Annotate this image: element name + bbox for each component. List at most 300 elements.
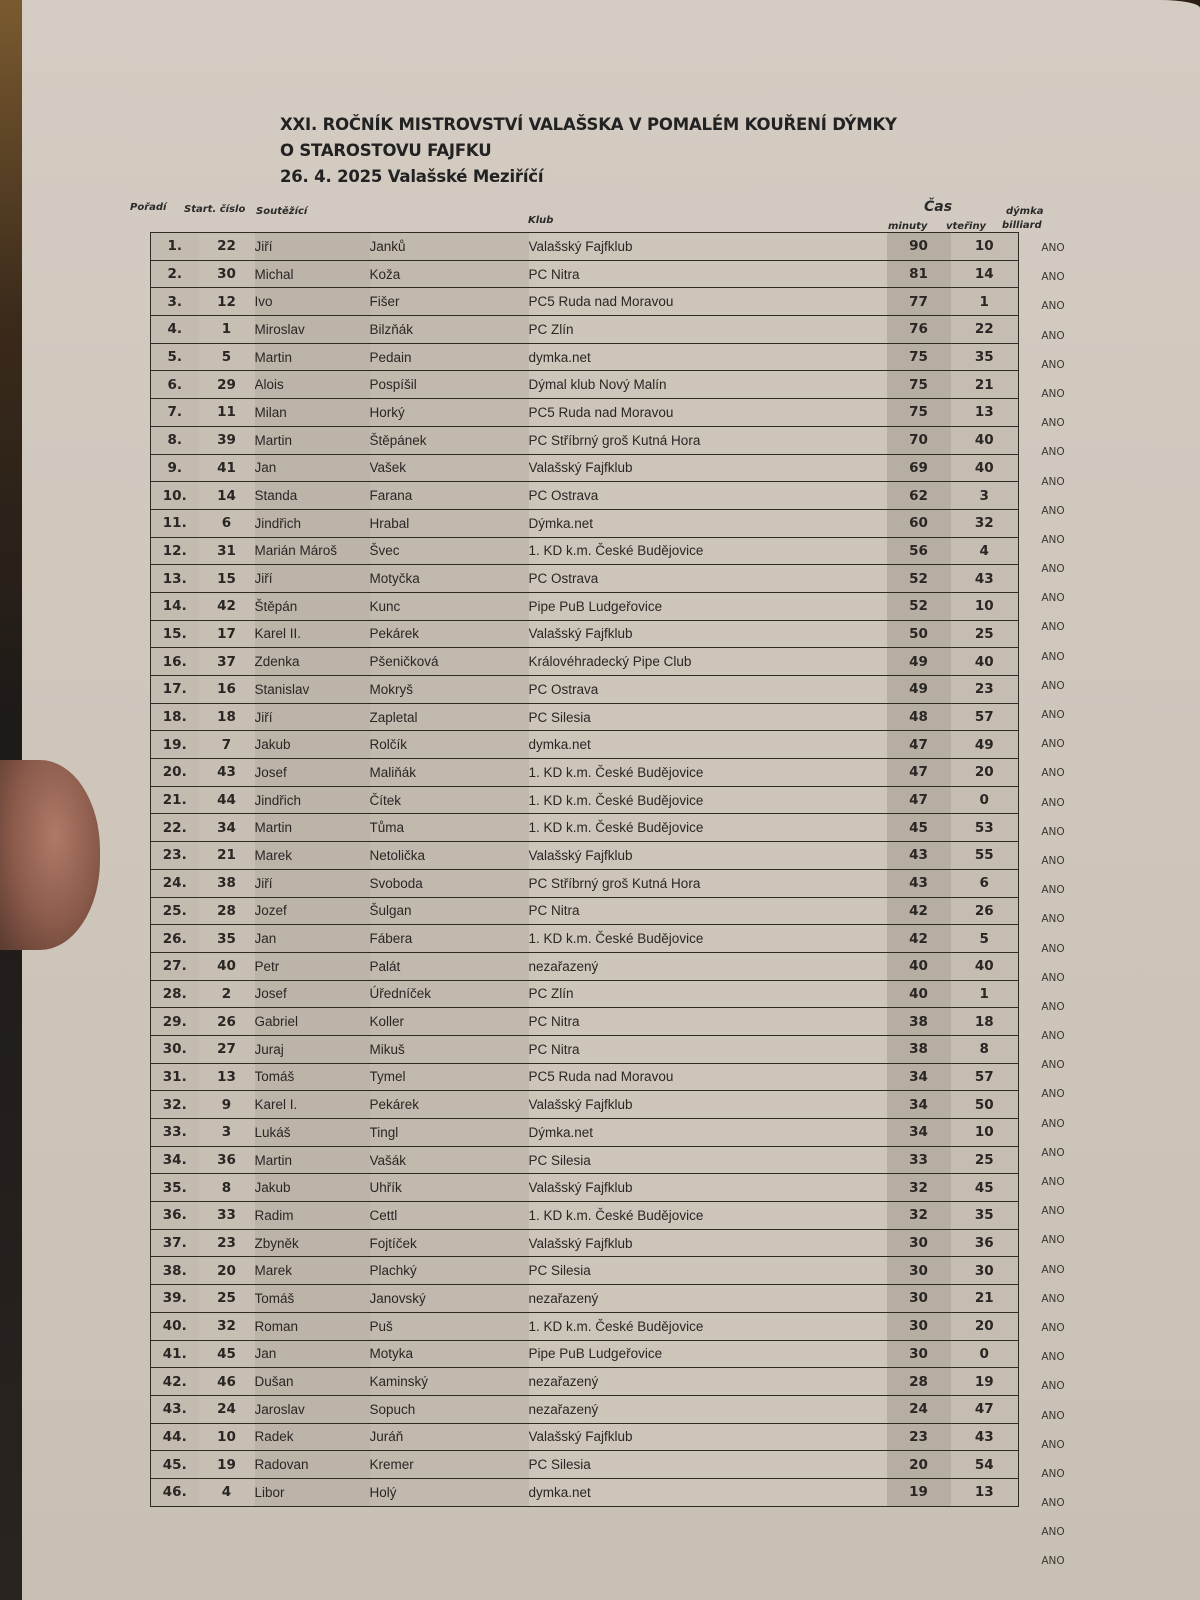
billiard-cell: ANO: [1041, 592, 1065, 605]
rank-cell: 34.: [151, 1146, 199, 1174]
start-number-cell: 18: [199, 703, 255, 731]
table-row: [151, 703, 1019, 731]
seconds-cell: 5: [951, 925, 1019, 953]
last-name-cell: Koža: [370, 260, 529, 288]
club-cell: PC Nitra: [529, 897, 887, 925]
minutes-cell: 34: [887, 1119, 951, 1147]
start-number-cell: 11: [199, 399, 255, 427]
minutes-cell: 32: [887, 1174, 951, 1202]
minutes-cell: 77: [887, 288, 951, 316]
last-name-cell: Fojtíček: [370, 1229, 529, 1257]
last-name-cell: Motyka: [370, 1340, 529, 1368]
seconds-cell: 18: [951, 1008, 1019, 1036]
first-name-cell: Jiří: [255, 869, 370, 897]
minutes-cell: 38: [887, 1035, 951, 1063]
billiard-cell: ANO: [1041, 563, 1065, 576]
minutes-cell: 19: [887, 1478, 951, 1506]
club-cell: PC5 Ruda nad Moravou: [529, 1063, 887, 1091]
last-name-cell: Maliňák: [370, 759, 529, 787]
club-cell: Pipe PuB Ludgeřovice: [529, 1340, 887, 1368]
billiard-cell: ANO: [1041, 884, 1065, 897]
first-name-cell: Jakub: [255, 731, 370, 759]
minutes-cell: 42: [887, 925, 951, 953]
start-number-cell: 30: [199, 260, 255, 288]
start-number-cell: 9: [199, 1091, 255, 1119]
table-row: [151, 842, 1019, 870]
table-row: [151, 1340, 1019, 1368]
seconds-cell: 55: [951, 842, 1019, 870]
billiard-cell: ANO: [1041, 1526, 1065, 1539]
rank-cell: 19.: [151, 731, 199, 759]
minutes-cell: 33: [887, 1146, 951, 1174]
seconds-cell: 10: [951, 592, 1019, 620]
last-name-cell: Fábera: [370, 925, 529, 953]
billiard-cell: ANO: [1041, 709, 1065, 721]
first-name-cell: Milan: [255, 399, 370, 427]
minutes-cell: 40: [887, 952, 951, 980]
table-row: [151, 537, 1019, 565]
minutes-cell: 34: [887, 1091, 951, 1119]
last-name-cell: Vašák: [370, 1146, 529, 1174]
minutes-cell: 50: [887, 620, 951, 648]
first-name-cell: Radovan: [255, 1451, 370, 1479]
table-row: [151, 260, 1019, 288]
minutes-cell: 30: [887, 1285, 951, 1313]
billiard-cell: ANO: [1041, 1234, 1065, 1247]
table-row: [151, 482, 1019, 510]
minutes-cell: 24: [887, 1395, 951, 1423]
seconds-cell: 1: [951, 288, 1019, 316]
last-name-cell: Tingl: [370, 1119, 529, 1147]
first-name-cell: Martin: [255, 426, 370, 454]
first-name-cell: Miroslav: [255, 316, 370, 344]
start-number-cell: 41: [199, 454, 255, 482]
last-name-cell: Pekárek: [370, 620, 529, 648]
table-row: [151, 759, 1019, 787]
last-name-cell: Tymel: [370, 1063, 529, 1091]
start-number-cell: 8: [199, 1174, 255, 1202]
billiard-cell: ANO: [1041, 1000, 1065, 1013]
first-name-cell: Tomáš: [255, 1063, 370, 1091]
table-row: [151, 676, 1019, 704]
rank-cell: 9.: [151, 454, 199, 482]
club-cell: 1. KD k.m. České Budějovice: [529, 814, 887, 842]
billiard-cell: ANO: [1041, 504, 1065, 517]
club-cell: Dýmka.net: [529, 509, 887, 537]
last-name-cell: Netolička: [370, 842, 529, 870]
table-row: [151, 1395, 1019, 1423]
club-cell: PC Ostrava: [529, 482, 887, 510]
start-number-cell: 24: [199, 1395, 255, 1423]
rank-cell: 26.: [151, 925, 199, 953]
last-name-cell: Juráň: [370, 1423, 529, 1451]
rank-cell: 40.: [151, 1312, 199, 1340]
billiard-cell: ANO: [1041, 1438, 1065, 1451]
seconds-cell: 35: [951, 1202, 1019, 1230]
minutes-cell: 62: [887, 482, 951, 510]
start-number-cell: 15: [199, 565, 255, 593]
billiard-cell: ANO: [1041, 358, 1065, 371]
seconds-cell: 26: [951, 897, 1019, 925]
minutes-cell: 30: [887, 1312, 951, 1340]
start-number-cell: 29: [199, 371, 255, 399]
minutes-cell: 30: [887, 1257, 951, 1285]
last-name-cell: Úředníček: [370, 980, 529, 1008]
table-row: [151, 731, 1019, 759]
start-number-cell: 6: [199, 509, 255, 537]
rank-cell: 18.: [151, 703, 199, 731]
billiard-cell: ANO: [1041, 1263, 1065, 1276]
last-name-cell: Šulgan: [370, 897, 529, 925]
club-cell: Valašský Fajfklub: [529, 1423, 887, 1451]
first-name-cell: Jiří: [255, 233, 370, 261]
rank-cell: 21.: [151, 786, 199, 814]
first-name-cell: Jindřich: [255, 786, 370, 814]
last-name-cell: Janovský: [370, 1285, 529, 1313]
billiard-cell: ANO: [1041, 1059, 1065, 1072]
club-cell: Valašský Fajfklub: [529, 233, 887, 261]
seconds-cell: 10: [951, 233, 1019, 261]
seconds-cell: 1: [951, 980, 1019, 1008]
start-number-cell: 19: [199, 1451, 255, 1479]
club-cell: nezařazený: [529, 1368, 887, 1396]
header-start-number: Start. číslo: [184, 204, 246, 215]
minutes-cell: 48: [887, 703, 951, 731]
minutes-cell: 47: [887, 731, 951, 759]
club-cell: 1. KD k.m. České Budějovice: [529, 925, 887, 953]
last-name-cell: Fišer: [370, 288, 529, 316]
billiard-cell: ANO: [1041, 854, 1065, 867]
last-name-cell: Kremer: [370, 1451, 529, 1479]
seconds-cell: 23: [951, 676, 1019, 704]
billiard-cell: ANO: [1041, 1117, 1065, 1130]
club-cell: Pipe PuB Ludgeřovice: [529, 592, 887, 620]
billiard-cell: ANO: [1041, 242, 1065, 254]
first-name-cell: Karel I.: [255, 1091, 370, 1119]
last-name-cell: Hrabal: [370, 509, 529, 537]
rank-cell: 33.: [151, 1119, 199, 1147]
start-number-cell: 10: [199, 1423, 255, 1451]
last-name-cell: Štěpánek: [370, 426, 529, 454]
rank-cell: 4.: [151, 316, 199, 344]
last-name-cell: Horký: [370, 399, 529, 427]
billiard-cell: ANO: [1041, 1467, 1065, 1480]
seconds-cell: 13: [951, 399, 1019, 427]
last-name-cell: Uhřík: [370, 1174, 529, 1202]
billiard-cell: ANO: [1041, 1205, 1065, 1218]
rank-cell: 14.: [151, 592, 199, 620]
billiard-cell: ANO: [1041, 475, 1065, 488]
club-cell: Valašský Fajfklub: [529, 1229, 887, 1257]
rank-cell: 2.: [151, 260, 199, 288]
table-row: [151, 233, 1019, 261]
billiard-cell: ANO: [1041, 796, 1065, 809]
start-number-cell: 31: [199, 537, 255, 565]
club-cell: nezařazený: [529, 1395, 887, 1423]
rank-cell: 46.: [151, 1478, 199, 1506]
minutes-cell: 47: [887, 786, 951, 814]
last-name-cell: Holý: [370, 1478, 529, 1506]
seconds-cell: 40: [951, 426, 1019, 454]
first-name-cell: Marek: [255, 842, 370, 870]
seconds-cell: 20: [951, 1312, 1019, 1340]
header-rank: Pořadí: [130, 202, 167, 213]
table-row: [151, 620, 1019, 648]
first-name-cell: Dušan: [255, 1368, 370, 1396]
table-row: [151, 1312, 1019, 1340]
seconds-cell: 40: [951, 952, 1019, 980]
billiard-cell: ANO: [1041, 271, 1065, 284]
first-name-cell: Jan: [255, 1340, 370, 1368]
club-cell: PC Silesia: [529, 1146, 887, 1174]
last-name-cell: Motyčka: [370, 565, 529, 593]
header-billiard-line1: dýmka: [1006, 206, 1044, 217]
rank-cell: 16.: [151, 648, 199, 676]
seconds-cell: 8: [951, 1035, 1019, 1063]
billiard-cell: ANO: [1041, 446, 1065, 459]
club-cell: PC5 Ruda nad Moravou: [529, 399, 887, 427]
first-name-cell: Tomáš: [255, 1285, 370, 1313]
seconds-cell: 0: [951, 786, 1019, 814]
club-cell: PC5 Ruda nad Moravou: [529, 288, 887, 316]
table-row: [151, 952, 1019, 980]
billiard-cell: ANO: [1041, 825, 1065, 838]
table-row: [151, 980, 1019, 1008]
table-row: [151, 343, 1019, 371]
billiard-column: [1028, 232, 1078, 1575]
minutes-cell: 70: [887, 426, 951, 454]
start-number-cell: 23: [199, 1229, 255, 1257]
first-name-cell: Jakub: [255, 1174, 370, 1202]
club-cell: Valašský Fajfklub: [529, 842, 887, 870]
minutes-cell: 34: [887, 1063, 951, 1091]
club-cell: PC Nitra: [529, 260, 887, 288]
minutes-cell: 90: [887, 233, 951, 261]
start-number-cell: 14: [199, 482, 255, 510]
minutes-cell: 52: [887, 592, 951, 620]
minutes-cell: 49: [887, 648, 951, 676]
header-billiard-line2: billiard: [1002, 220, 1042, 231]
seconds-cell: 57: [951, 703, 1019, 731]
header-time: Čas: [924, 199, 953, 215]
start-number-cell: 36: [199, 1146, 255, 1174]
results-sheet: [22, 0, 1200, 1600]
start-number-cell: 1: [199, 316, 255, 344]
rank-cell: 36.: [151, 1202, 199, 1230]
minutes-cell: 69: [887, 454, 951, 482]
start-number-cell: 37: [199, 648, 255, 676]
last-name-cell: Sopuch: [370, 1395, 529, 1423]
billiard-cell: ANO: [1041, 1351, 1065, 1364]
last-name-cell: Pekárek: [370, 1091, 529, 1119]
rank-cell: 10.: [151, 482, 199, 510]
rank-cell: 35.: [151, 1174, 199, 1202]
header-club: Klub: [528, 215, 554, 226]
first-name-cell: Lukáš: [255, 1119, 370, 1147]
club-cell: nezařazený: [529, 952, 887, 980]
club-cell: PC Ostrava: [529, 676, 887, 704]
table-row: [151, 316, 1019, 344]
last-name-cell: Koller: [370, 1008, 529, 1036]
billiard-cell: ANO: [1041, 387, 1065, 400]
seconds-cell: 49: [951, 731, 1019, 759]
club-cell: Dýmal klub Nový Malín: [529, 371, 887, 399]
club-cell: dymka.net: [529, 1478, 887, 1506]
minutes-cell: 75: [887, 399, 951, 427]
billiard-cell: ANO: [1041, 1030, 1065, 1043]
first-name-cell: Josef: [255, 980, 370, 1008]
header-minutes: minuty: [888, 221, 928, 232]
table-row: [151, 1008, 1019, 1036]
billiard-cell: ANO: [1041, 971, 1065, 984]
minutes-cell: 42: [887, 897, 951, 925]
first-name-cell: Jozef: [255, 897, 370, 925]
seconds-cell: 54: [951, 1451, 1019, 1479]
seconds-cell: 25: [951, 620, 1019, 648]
seconds-cell: 25: [951, 1146, 1019, 1174]
seconds-cell: 35: [951, 343, 1019, 371]
header-seconds: vteřiny: [946, 221, 987, 232]
seconds-cell: 19: [951, 1368, 1019, 1396]
last-name-cell: Bilzňák: [370, 316, 529, 344]
billiard-cell: ANO: [1041, 417, 1065, 430]
last-name-cell: Puš: [370, 1312, 529, 1340]
first-name-cell: Ivo: [255, 288, 370, 316]
rank-cell: 15.: [151, 620, 199, 648]
start-number-cell: 3: [199, 1119, 255, 1147]
minutes-cell: 60: [887, 509, 951, 537]
seconds-cell: 21: [951, 1285, 1019, 1313]
table-row: [151, 925, 1019, 953]
seconds-cell: 30: [951, 1257, 1019, 1285]
table-row: [151, 1119, 1019, 1147]
club-cell: nezařazený: [529, 1285, 887, 1313]
first-name-cell: Zdenka: [255, 648, 370, 676]
last-name-cell: Plachký: [370, 1257, 529, 1285]
table-row: [151, 648, 1019, 676]
club-cell: PC Silesia: [529, 703, 887, 731]
first-name-cell: Roman: [255, 1312, 370, 1340]
club-cell: 1. KD k.m. České Budějovice: [529, 1312, 887, 1340]
start-number-cell: 26: [199, 1008, 255, 1036]
minutes-cell: 52: [887, 565, 951, 593]
rank-cell: 39.: [151, 1285, 199, 1313]
table-row: [151, 1368, 1019, 1396]
first-name-cell: Karel II.: [255, 620, 370, 648]
start-number-cell: 12: [199, 288, 255, 316]
start-number-cell: 20: [199, 1257, 255, 1285]
title-line-2: O STAROSTOVU FAJFKU: [280, 141, 492, 160]
club-cell: PC Zlín: [529, 316, 887, 344]
rank-cell: 13.: [151, 565, 199, 593]
start-number-cell: 17: [199, 620, 255, 648]
club-cell: dymka.net: [529, 343, 887, 371]
minutes-cell: 49: [887, 676, 951, 704]
table-row: [151, 288, 1019, 316]
billiard-cell: ANO: [1041, 738, 1065, 751]
table-row: [151, 814, 1019, 842]
minutes-cell: 28: [887, 1368, 951, 1396]
billiard-cell: ANO: [1041, 1555, 1065, 1568]
billiard-cell: ANO: [1041, 913, 1065, 926]
billiard-cell: ANO: [1041, 767, 1065, 780]
rank-cell: 17.: [151, 676, 199, 704]
last-name-cell: Zapletal: [370, 703, 529, 731]
billiard-cell: ANO: [1041, 1176, 1065, 1188]
first-name-cell: Juraj: [255, 1035, 370, 1063]
rank-cell: 27.: [151, 952, 199, 980]
table-row: [151, 786, 1019, 814]
billiard-cell: ANO: [1041, 1321, 1065, 1334]
rank-cell: 32.: [151, 1091, 199, 1119]
rank-cell: 37.: [151, 1229, 199, 1257]
first-name-cell: Martin: [255, 814, 370, 842]
rank-cell: 45.: [151, 1451, 199, 1479]
seconds-cell: 32: [951, 509, 1019, 537]
last-name-cell: Janků: [370, 233, 529, 261]
first-name-cell: Radek: [255, 1423, 370, 1451]
table-row: [151, 1451, 1019, 1479]
minutes-cell: 47: [887, 759, 951, 787]
club-cell: Dýmka.net: [529, 1119, 887, 1147]
minutes-cell: 43: [887, 869, 951, 897]
billiard-cell: ANO: [1041, 533, 1065, 546]
billiard-cell: ANO: [1041, 621, 1065, 634]
rank-cell: 3.: [151, 288, 199, 316]
first-name-cell: Standa: [255, 482, 370, 510]
seconds-cell: 45: [951, 1174, 1019, 1202]
last-name-cell: Pedain: [370, 343, 529, 371]
last-name-cell: Svoboda: [370, 869, 529, 897]
table-row: [151, 371, 1019, 399]
first-name-cell: Radim: [255, 1202, 370, 1230]
billiard-cell: ANO: [1041, 650, 1065, 663]
minutes-cell: 30: [887, 1229, 951, 1257]
rank-cell: 44.: [151, 1423, 199, 1451]
first-name-cell: Jindřich: [255, 509, 370, 537]
first-name-cell: Jiří: [255, 703, 370, 731]
rank-cell: 31.: [151, 1063, 199, 1091]
table-row: [151, 1174, 1019, 1202]
last-name-cell: Farana: [370, 482, 529, 510]
start-number-cell: 27: [199, 1035, 255, 1063]
rank-cell: 8.: [151, 426, 199, 454]
club-cell: PC Silesia: [529, 1451, 887, 1479]
start-number-cell: 39: [199, 426, 255, 454]
seconds-cell: 36: [951, 1229, 1019, 1257]
start-number-cell: 32: [199, 1312, 255, 1340]
rank-cell: 38.: [151, 1257, 199, 1285]
rank-cell: 7.: [151, 399, 199, 427]
table-row: [151, 1063, 1019, 1091]
billiard-cell: ANO: [1041, 1409, 1065, 1422]
first-name-cell: Jiří: [255, 565, 370, 593]
last-name-cell: Tůma: [370, 814, 529, 842]
start-number-cell: 38: [199, 869, 255, 897]
first-name-cell: Štěpán: [255, 592, 370, 620]
club-cell: Valašský Fajfklub: [529, 1091, 887, 1119]
club-cell: PC Nitra: [529, 1008, 887, 1036]
minutes-cell: 30: [887, 1340, 951, 1368]
minutes-cell: 75: [887, 343, 951, 371]
table-row: [151, 1423, 1019, 1451]
last-name-cell: Pšeničková: [370, 648, 529, 676]
club-cell: 1. KD k.m. České Budějovice: [529, 1202, 887, 1230]
first-name-cell: Marián Mároš: [255, 537, 370, 565]
rank-cell: 24.: [151, 869, 199, 897]
rank-cell: 1.: [151, 233, 199, 261]
start-number-cell: 40: [199, 952, 255, 980]
